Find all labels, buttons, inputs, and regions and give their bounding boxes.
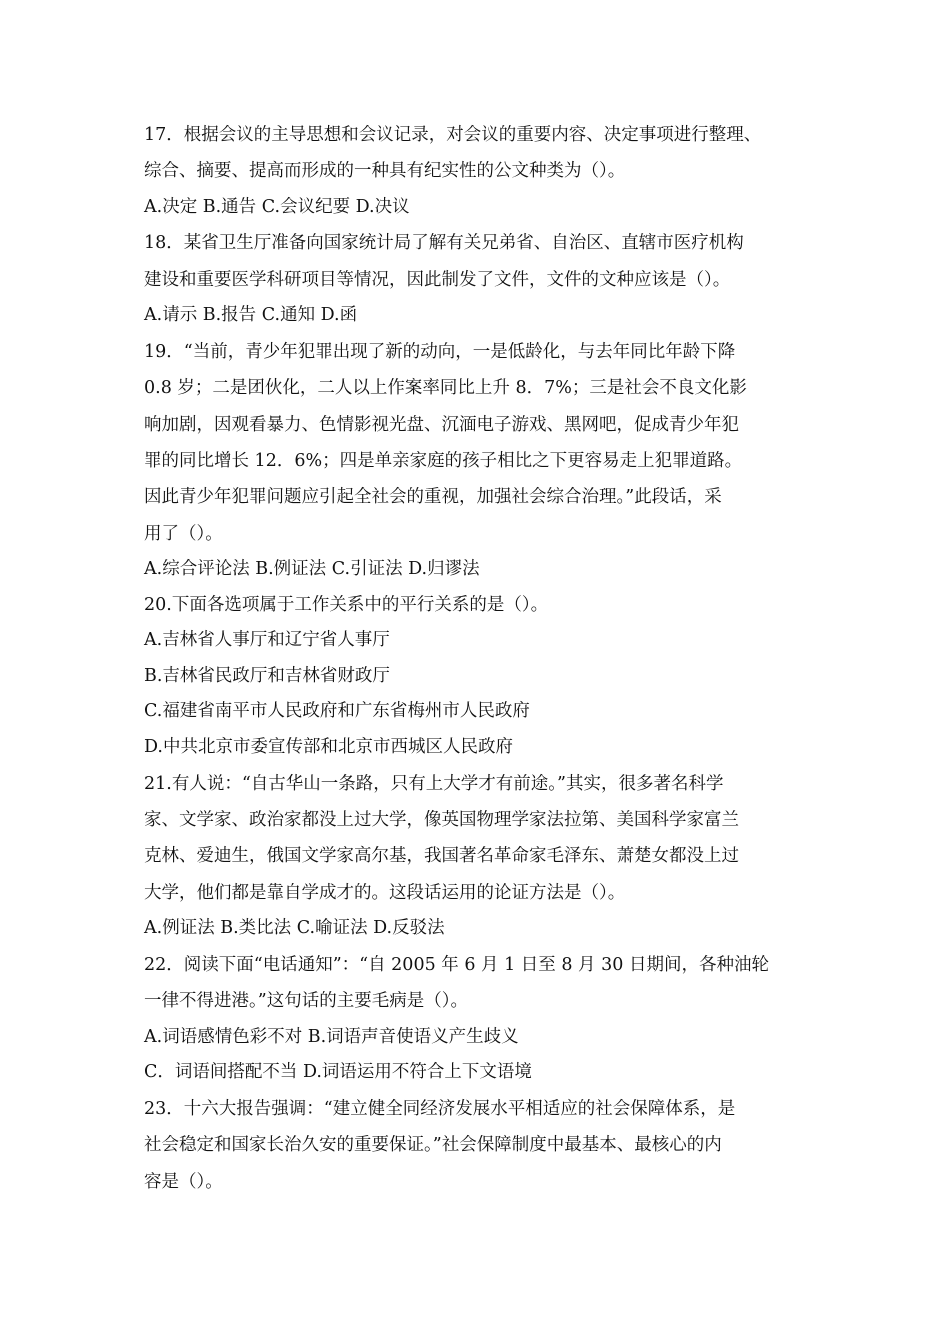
q20-option-a: A.吉林省人事厅和辽宁省人事厅: [144, 630, 390, 651]
q21-text-line-2: 家、文学家、政治家都没上过大学，像英国物理学家法拉第、美国科学家富兰: [144, 810, 739, 831]
q20-option-d: D.中共北京市委宣传部和北京市西城区人民政府: [144, 737, 513, 758]
q20-option-c: C.福建省南平市人民政府和广东省梅州市人民政府: [144, 701, 530, 722]
document-page: [144, 117, 824, 1200]
q23-text-line-2: 社会稳定和国家长治久安的重要保证。”社会保障制度中最基本、最核心的内: [144, 1135, 722, 1156]
q21-text-line-3: 克林、爱迪生，俄国文学家高尔基，我国著名革命家毛泽东、萧楚女都没上过: [144, 846, 739, 867]
q17-text-line-1: 17．根据会议的主导思想和会议记录，对会议的重要内容、决定事项进行整理、: [144, 125, 762, 145]
q19-options: A.综合评论法 B.例证法 C.引证法 D.归谬法: [144, 559, 480, 580]
q17-options: A.决定 B.通告 C.会议纪要 D.决议: [144, 196, 410, 217]
q22-text-line-1: 22．阅读下面“电话通知”：“自 2005 年 6 月 1 日至 8 月 30 日期间，各种油轮: [144, 954, 769, 975]
q18-options: A.请示 B.报告 C.通知 D.函: [144, 305, 358, 326]
q19-text-line-2: 0.8 岁；二是团伙化，二人以上作案率同比上升 8．7%；三是社会不良文化影: [144, 378, 747, 399]
q19-text-line-4: 罪的同比增长 12．6%；四是单亲家庭的孩子相比之下更容易走上犯罪道路。: [144, 450, 743, 471]
q19-text-line-5: 因此青少年犯罪问题应引起全社会的重视，加强社会综合治理。”此段话，采: [144, 487, 722, 508]
q17-text-line-2: 综合、摘要、提高而形成的一种具有纪实性的公文种类为（）。: [144, 161, 626, 182]
q18-text-line-2: 建设和重要医学科研项目等情况，因此制发了文件，文件的文种应该是（）。: [144, 269, 731, 290]
q19-text-line-6: 用了（）。: [144, 523, 223, 544]
q23-text-line-1: 23．十六大报告强调：“建立健全同经济发展水平相适应的社会保障体系，是: [144, 1098, 736, 1119]
q19-text-line-3: 响加剧，因观看暴力、色情影视光盘、沉湎电子游戏、黑网吧，促成青少年犯: [144, 414, 739, 435]
q22-text-line-2: 一律不得进港。”这句话的主要毛病是（）。: [144, 991, 468, 1012]
q21-text-line-1: 21.有人说：“自古华山一条路，只有上大学才有前途。”其实，很多著名科学: [144, 773, 724, 794]
q22-options-line-2: C．词语间搭配不当 D.词语运用不符合上下文语境: [144, 1062, 532, 1083]
q23-text-line-3: 容是（）。: [144, 1171, 223, 1192]
q19-text-line-1: 19．“当前，青少年犯罪出现了新的动向，一是低龄化，与去年同比年龄下降: [144, 341, 736, 362]
q20-option-b: B.吉林省民政厅和吉林省财政厅: [144, 665, 390, 686]
q18-text-line-1: 18．某省卫生厅准备向国家统计局了解有关兄弟省、自治区、直辖市医疗机构: [144, 233, 744, 254]
q21-options: A.例证法 B.类比法 C.喻证法 D.反驳法: [144, 918, 445, 939]
q20-text: 20.下面各选项属于工作关系中的平行关系的是（）。: [144, 594, 549, 615]
q22-options-line-1: A.词语感情色彩不对 B.词语声音使语义产生歧义: [144, 1026, 519, 1047]
q21-text-line-4: 大学，他们都是靠自学成才的。这段话运用的论证方法是（）。: [144, 882, 626, 903]
